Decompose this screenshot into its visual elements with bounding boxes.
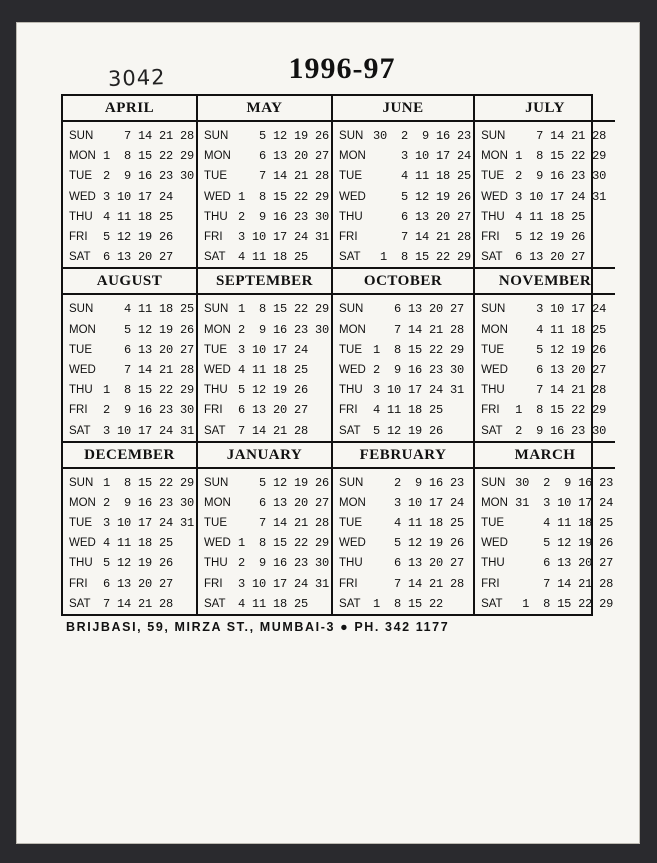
weekday-label: MON [339,496,366,509]
week-rows [333,295,473,440]
weekday-dates: 6 13 20 27 [515,250,586,265]
weekday-dates: 2 9 16 23 30 [515,423,607,438]
weekday-label: SAT [339,251,361,264]
weekday-label: SUN [481,476,506,489]
weekday-row [204,420,329,440]
weekday-label: SUN [339,476,364,489]
weekday-dates: 1 8 15 22 29 [515,596,614,611]
weekday-row [204,340,329,360]
weekday-label: SAT [481,251,503,264]
weekday-dates: 2 9 16 23 30 [238,556,330,571]
weekday-dates: 3 10 17 24 [373,149,472,164]
weekday-label: FRI [69,231,88,244]
month-name: MAY [198,96,331,122]
weekday-label: SUN [204,130,229,143]
month-march [475,443,615,614]
weekday-row [204,360,329,380]
week-rows [198,469,331,614]
weekday-dates: 4 11 18 25 [238,596,309,611]
weekday-row [481,513,613,533]
weekday-label: SAT [339,424,361,437]
weekday-row [339,126,471,146]
weekday-dates: 1 8 15 22 29 [373,342,465,357]
weekday-dates: 5 12 19 26 [515,536,614,551]
weekday-row [204,247,329,267]
weekday-dates: 6 13 20 27 [515,556,614,571]
weekday-row [204,299,329,319]
weekday-dates: 7 14 21 28 [103,596,174,611]
weekday-dates: 4 11 18 25 [103,302,195,317]
month-december [63,443,198,614]
weekday-row [481,247,613,267]
weekday-dates: 5 12 19 26 [103,230,174,245]
weekday-dates: 7 14 21 28 [103,362,195,377]
weekday-label: SUN [481,303,506,316]
week-rows [333,469,473,614]
weekday-row [481,146,613,166]
month-name: JUNE [333,96,473,122]
weekday-label: FRI [481,231,500,244]
weekday-row [204,207,329,227]
weekday-label: WED [339,190,366,203]
weekday-dates: 5 12 19 26 [515,342,607,357]
weekday-row [339,247,471,267]
weekday-row [69,360,194,380]
month-september [198,269,333,442]
weekday-label: MON [69,496,96,509]
weekday-row [339,299,471,319]
weekday-row [69,299,194,319]
weekday-row [69,126,194,146]
weekday-dates: 6 13 20 27 [103,576,174,591]
weekday-label: WED [481,190,508,203]
month-october [333,269,475,442]
weekday-dates: 4 11 18 25 [238,362,309,377]
weekday-row [339,400,471,420]
weekday-label: TUE [69,170,92,183]
weekday-dates: 3 10 17 24 31 [515,189,607,204]
weekday-dates: 2 9 16 23 30 [238,322,330,337]
weekday-dates: 6 13 20 27 [103,250,174,265]
weekday-row [204,574,329,594]
weekday-label: SAT [204,597,226,610]
weekday-row [339,146,471,166]
weekday-dates: 5 12 19 26 [238,129,330,144]
month-name: AUGUST [63,269,196,295]
weekday-row [204,227,329,247]
month-name: DECEMBER [63,443,196,469]
weekday-row [69,574,194,594]
weekday-dates: 7 14 21 28 [238,169,330,184]
weekday-row [204,513,329,533]
weekday-label: SUN [339,130,364,143]
weekday-dates: 6 13 20 27 [373,556,465,571]
weekday-label: SUN [204,303,229,316]
weekday-label: WED [204,190,231,203]
weekday-dates: 5 12 19 26 [238,383,309,398]
weekday-dates: 1 8 15 22 29 [238,189,330,204]
weekday-dates: 7 14 21 28 [515,129,607,144]
month-name: MARCH [475,443,615,469]
weekday-label: SAT [481,424,503,437]
month-june [333,96,475,269]
weekday-dates: 3 10 17 24 [238,342,309,357]
weekday-label: WED [204,537,231,550]
week-rows [333,122,473,267]
weekday-row [69,207,194,227]
weekday-row [339,493,471,513]
weekday-label: WED [481,363,508,376]
weekday-row [339,360,471,380]
weekday-dates: 6 13 20 27 [238,149,330,164]
weekday-row [339,533,471,553]
weekday-row [339,227,471,247]
weekday-dates: 6 13 20 27 [515,362,607,377]
weekday-label: FRI [204,231,223,244]
weekday-dates: 3 10 17 24 31 [373,383,465,398]
weekday-label: FRI [69,577,88,590]
weekday-label: TUE [204,517,228,530]
weekday-dates: 1 8 15 22 29 [373,250,472,265]
weekday-label: SAT [204,251,226,264]
weekday-dates: 6 13 20 27 [373,302,465,317]
weekday-label: THU [69,384,93,397]
weekday-dates: 4 11 18 25 [515,209,586,224]
weekday-label: TUE [204,170,228,183]
week-rows [475,122,615,267]
weekday-row [339,380,471,400]
weekday-row [481,493,613,513]
weekday-dates: 4 11 18 25 [103,536,174,551]
weekday-label: TUE [339,170,363,183]
weekday-label: THU [204,210,228,223]
weekday-label: WED [69,363,96,376]
month-name: FEBRUARY [333,443,473,469]
weekday-row [69,166,194,186]
weekday-dates: 30 2 9 16 23 [515,475,614,490]
weekday-label: FRI [339,231,358,244]
weekday-dates: 1 8 15 22 29 [238,302,330,317]
weekday-dates: 5 12 19 26 [103,556,174,571]
weekday-label: THU [481,384,505,397]
weekday-row [339,207,471,227]
weekday-row [481,473,613,493]
weekday-row [69,187,194,207]
weekday-row [481,594,613,614]
month-april [63,96,198,269]
weekday-label: TUE [339,517,363,530]
weekday-row [69,553,194,573]
weekday-row [69,493,194,513]
weekday-dates: 2 9 16 23 30 [103,495,195,510]
weekday-row [69,594,194,614]
weekday-label: MON [339,323,366,336]
weekday-label: THU [339,210,363,223]
weekday-row [69,146,194,166]
weekday-label: MON [339,150,366,163]
weekday-row [69,420,194,440]
weekday-row [204,146,329,166]
weekday-row [69,320,194,340]
weekday-row [339,574,471,594]
weekday-label: THU [339,384,363,397]
weekday-dates: 4 11 18 25 [103,209,174,224]
weekday-row [481,420,613,440]
weekday-dates: 7 14 21 28 [515,383,607,398]
weekday-row [339,594,471,614]
weekday-row [339,320,471,340]
weekday-dates: 3 10 17 24 31 [103,423,195,438]
weekday-label: FRI [204,404,223,417]
month-name: OCTOBER [333,269,473,295]
month-name: JANUARY [198,443,331,469]
weekday-dates: 2 9 16 23 30 [103,403,195,418]
weekday-dates: 1 8 15 22 29 [515,403,607,418]
weekday-row [69,380,194,400]
weekday-row [204,594,329,614]
weekday-row [204,320,329,340]
week-rows [475,295,615,440]
weekday-row [481,360,613,380]
weekday-label: THU [481,557,505,570]
weekday-label: MON [481,496,508,509]
weekday-dates: 7 14 21 28 [238,516,330,531]
weekday-row [481,166,613,186]
weekday-label: WED [339,363,366,376]
weekday-dates: 4 11 18 25 [373,403,444,418]
month-july [475,96,615,269]
weekday-row [204,533,329,553]
weekday-dates: 6 13 20 27 [238,403,309,418]
weekday-dates: 7 14 21 28 [103,129,195,144]
weekday-dates: 7 14 21 28 [373,322,465,337]
weekday-label: SAT [204,424,226,437]
weekday-row [69,473,194,493]
weekday-label: SUN [69,303,94,316]
weekday-label: SUN [69,130,94,143]
weekday-label: SAT [69,597,91,610]
weekday-dates: 6 13 20 27 [103,342,195,357]
weekday-dates: 2 9 16 23 30 [373,362,465,377]
weekday-row [481,227,613,247]
weekday-row [481,574,613,594]
weekday-row [339,420,471,440]
weekday-label: THU [204,384,228,397]
weekday-label: THU [69,557,93,570]
weekday-dates: 5 12 19 26 [373,423,444,438]
month-name: APRIL [63,96,196,122]
weekday-label: FRI [481,577,500,590]
weekday-row [481,380,613,400]
weekday-dates: 4 11 18 25 [515,322,607,337]
weekday-dates: 5 12 19 26 [373,189,472,204]
month-january [198,443,333,614]
weekday-label: SUN [481,130,506,143]
weekday-dates: 7 14 21 28 [373,576,465,591]
weekday-label: SAT [69,251,91,264]
weekday-row [481,187,613,207]
weekday-row [481,299,613,319]
weekday-dates: 3 10 17 24 31 [103,516,195,531]
month-name: SEPTEMBER [198,269,331,295]
weekday-label: THU [204,557,228,570]
weekday-dates: 1 8 15 22 [373,596,444,611]
month-name: NOVEMBER [475,269,615,295]
weekday-label: WED [69,190,96,203]
weekday-row [204,553,329,573]
months-grid [61,94,614,616]
weekday-row [69,533,194,553]
weekday-dates: 7 14 21 28 [373,230,472,245]
weekday-label: SAT [69,424,91,437]
weekday-dates: 1 8 15 22 29 [103,149,195,164]
weekday-dates: 3 10 17 24 [373,495,465,510]
weekday-label: MON [481,150,508,163]
weekday-dates: 2 9 16 23 [373,475,465,490]
weekday-label: SAT [339,597,361,610]
weekday-dates: 4 11 18 25 [373,516,465,531]
weekday-dates: 2 9 16 23 30 [238,209,330,224]
weekday-dates: 5 12 19 26 [103,322,195,337]
weekday-label: THU [69,210,93,223]
weekday-label: FRI [339,577,358,590]
weekday-label: MON [204,323,231,336]
week-rows [198,122,331,267]
weekday-dates: 3 10 17 24 31 [238,230,330,245]
weekday-label: SUN [204,476,229,489]
month-may [198,96,333,269]
weekday-row [481,207,613,227]
weekday-dates: 2 9 16 23 30 [515,169,607,184]
weekday-row [339,340,471,360]
weekday-dates: 4 11 18 25 [373,169,472,184]
weekday-row [69,340,194,360]
weekday-label: TUE [481,343,505,356]
week-rows [198,295,331,440]
weekday-dates: 1 8 15 22 29 [238,536,330,551]
weekday-dates: 30 2 9 16 23 [373,129,472,144]
weekday-label: SUN [339,303,364,316]
weekday-label: WED [481,537,508,550]
weekday-row [204,187,329,207]
weekday-label: FRI [481,404,500,417]
weekday-label: TUE [481,170,505,183]
weekday-dates: 2 9 16 23 30 [103,169,195,184]
weekday-row [204,166,329,186]
weekday-row [204,380,329,400]
week-rows [475,469,615,614]
weekday-label: TUE [69,343,92,356]
month-august [63,269,198,442]
week-rows [63,122,196,267]
week-rows [63,295,196,440]
weekday-dates: 5 12 19 26 [373,536,465,551]
weekday-label: FRI [204,577,223,590]
weekday-label: TUE [69,517,92,530]
calendar-title: 1996-97 [288,52,396,85]
weekday-row [204,493,329,513]
weekday-row [481,340,613,360]
weekday-row [339,187,471,207]
weekday-label: THU [481,210,505,223]
weekday-dates: 4 11 18 25 [515,516,614,531]
calendar-card [16,22,640,844]
weekday-dates: 6 13 20 27 [238,495,330,510]
weekday-dates: 5 12 19 26 [515,230,586,245]
weekday-row [204,126,329,146]
handwritten-note: 3042 [107,65,166,91]
weekday-row [481,553,613,573]
weekday-row [339,473,471,493]
weekday-row [481,126,613,146]
weekday-row [339,166,471,186]
weekday-dates: 1 8 15 22 29 [103,475,195,490]
weekday-row [204,400,329,420]
weekday-row [339,553,471,573]
weekday-label: TUE [339,343,363,356]
weekday-row [69,227,194,247]
weekday-row [339,513,471,533]
weekday-dates: 31 3 10 17 24 [515,495,614,510]
weekday-label: MON [69,323,96,336]
weekday-row [204,473,329,493]
weekday-dates: 7 14 21 28 [238,423,309,438]
weekday-dates: 5 12 19 26 [238,475,330,490]
publisher-footer: BRIJBASI, 59, MIRZA ST., MUMBAI-3 ● PH. 342 1177 [66,620,450,634]
weekday-row [69,400,194,420]
weekday-dates: 1 8 15 22 29 [515,149,607,164]
weekday-label: FRI [69,404,88,417]
weekday-label: MON [481,323,508,336]
weekday-dates: 3 10 17 24 [515,302,607,317]
weekday-row [69,513,194,533]
weekday-label: WED [204,363,231,376]
weekday-dates: 6 13 20 27 [373,209,472,224]
weekday-row [69,247,194,267]
weekday-dates: 1 8 15 22 29 [103,383,195,398]
weekday-label: SUN [69,476,94,489]
weekday-dates: 3 10 17 24 31 [238,576,330,591]
weekday-label: WED [339,537,366,550]
weekday-label: WED [69,537,96,550]
weekday-dates: 7 14 21 28 [515,576,614,591]
weekday-label: TUE [481,517,505,530]
weekday-label: FRI [339,404,358,417]
month-november [475,269,615,442]
weekday-label: MON [204,496,231,509]
weekday-label: TUE [204,343,228,356]
weekday-row [481,533,613,553]
weekday-label: MON [69,150,96,163]
weekday-dates: 4 11 18 25 [238,250,309,265]
weekday-row [481,400,613,420]
week-rows [63,469,196,614]
month-february [333,443,475,614]
weekday-label: THU [339,557,363,570]
month-name: JULY [475,96,615,122]
weekday-row [481,320,613,340]
weekday-dates: 3 10 17 24 [103,189,174,204]
weekday-label: SAT [481,597,503,610]
weekday-label: MON [204,150,231,163]
